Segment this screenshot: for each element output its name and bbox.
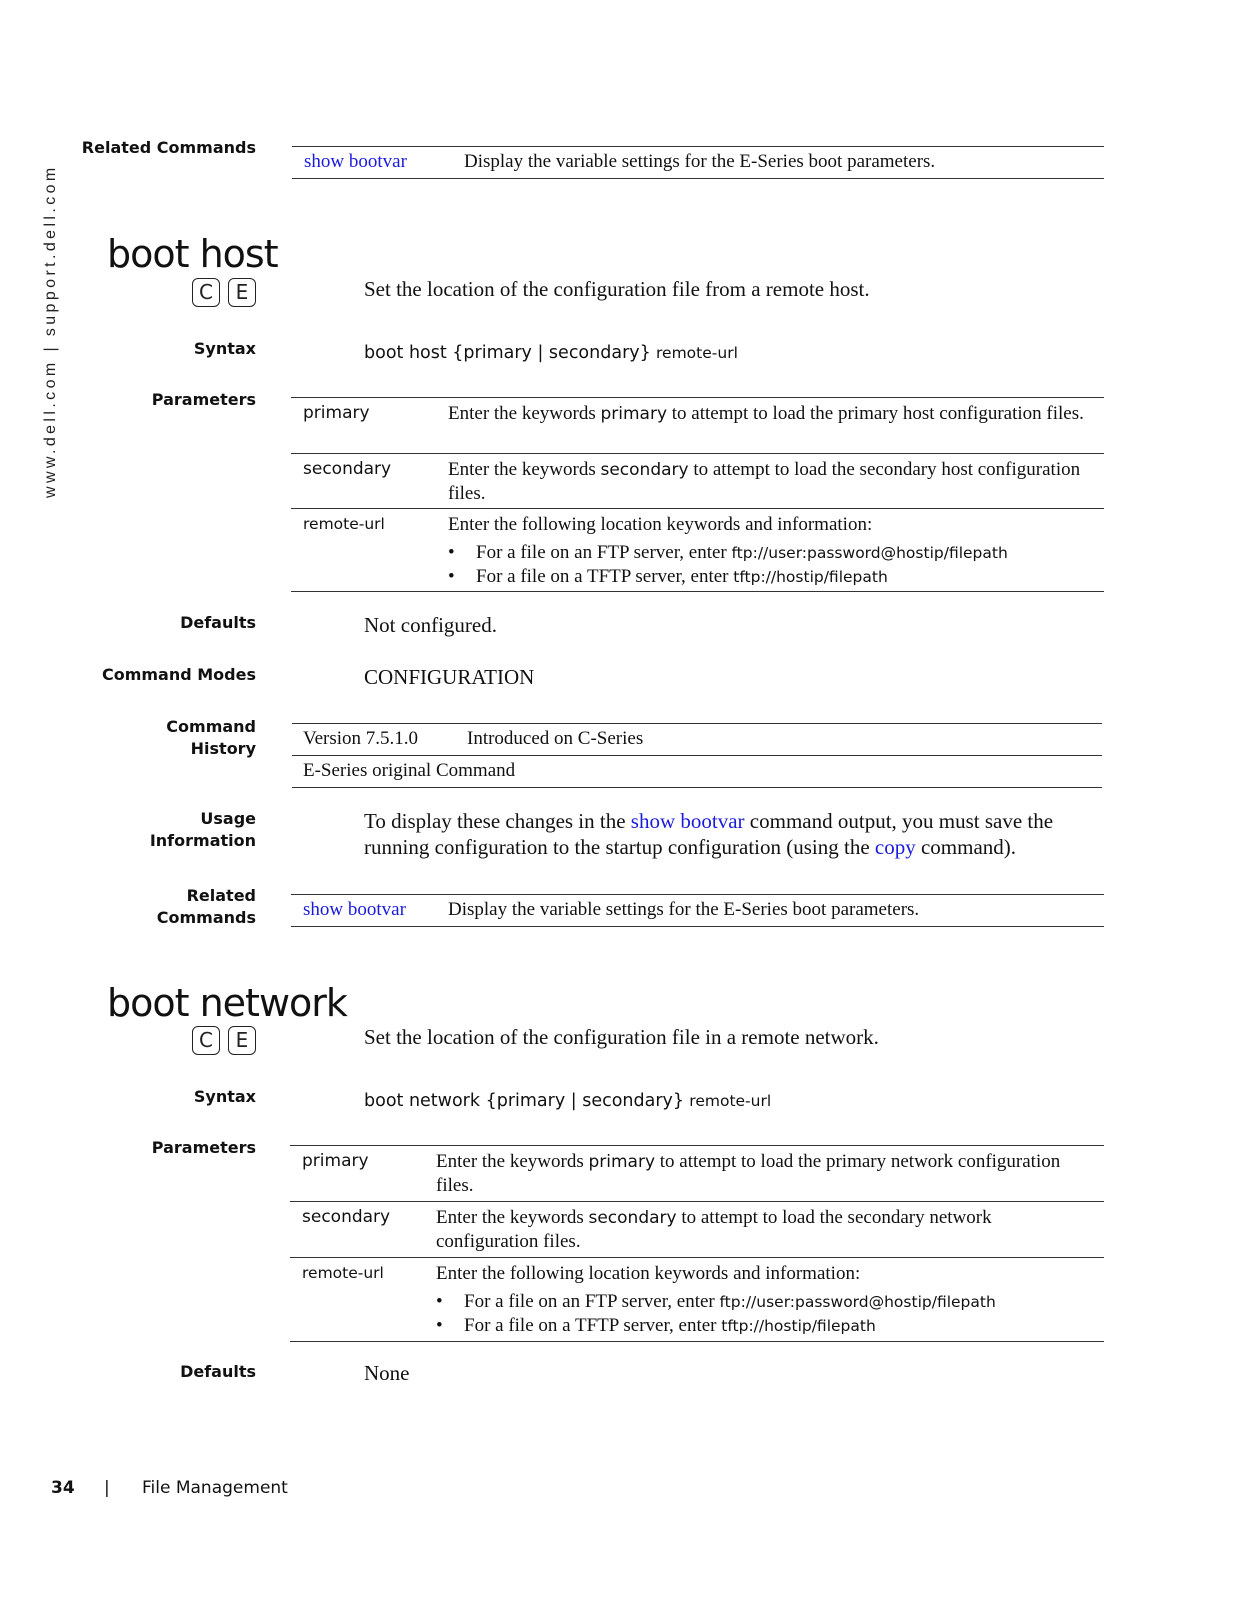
table-row (291, 895, 1104, 927)
command-modes-value: CONFIGURATION (364, 665, 535, 689)
param-desc: Enter the following location keywords and information: • For a file on an FTP server, enter ftp://user:password@hostip/filepath • For a file on a TFTP server, enter tftp://hostip/filepath (436, 1262, 1091, 1338)
syntax (364, 1086, 771, 1114)
table-row (290, 1146, 1104, 1202)
param-name: primary (303, 403, 370, 423)
command-history-label: Command History (166, 717, 256, 758)
page-number: 34 (51, 1478, 75, 1498)
syntax (364, 338, 738, 366)
syntax-argument: remote-url (689, 1092, 772, 1110)
syntax-command: boot network {primary | secondary} (364, 1091, 685, 1111)
list-item: • For a file on an FTP server, enter ftp://user:password@hostip/filepath (448, 541, 1088, 565)
table-row (290, 1202, 1104, 1258)
related-commands-label: Related Commands (81, 138, 256, 157)
syntax-command: boot host {primary | secondary} (364, 343, 651, 363)
history-version: Version 7.5.1.0 (303, 728, 419, 749)
defaults-value: Not configured. (364, 613, 497, 637)
show-bootvar-link[interactable]: show bootvar (303, 899, 406, 920)
defaults-label: Defaults (180, 1362, 256, 1381)
related-commands-table (292, 146, 1104, 179)
syntax-argument: remote-url (656, 344, 738, 362)
history-version: E-Series original Command (303, 760, 516, 781)
e-series-badge: E (228, 1026, 256, 1055)
command-description: Set the location of the configuration file from a remote host. (364, 277, 870, 301)
show-bootvar-link[interactable]: show bootvar (630, 809, 745, 833)
copy-link[interactable]: copy (874, 835, 916, 859)
table-row (291, 454, 1104, 509)
command-description: Set the location of the configuration file in a remote network. (364, 1025, 879, 1049)
related-desc: Display the variable settings for the E-Series boot parameters. (448, 899, 920, 920)
footer-separator: | (104, 1478, 110, 1498)
chapter-name: File Management (142, 1478, 288, 1498)
param-desc: Enter the keywords secondary to attempt to load the secondary host configuration files. (448, 459, 1081, 504)
c-series-badge: C (192, 278, 220, 307)
table-row (292, 756, 1102, 788)
platform-badges (192, 1026, 256, 1055)
related-desc: Display the variable settings for the E-Series boot parameters. (464, 151, 936, 172)
platform-badges (192, 278, 256, 307)
table-row (292, 724, 1102, 756)
parameters-label: Parameters (151, 390, 256, 409)
command-modes-label: Command Modes (101, 665, 256, 684)
table-row (290, 1258, 1104, 1342)
c-series-badge: C (192, 1026, 220, 1055)
parameters-label: Parameters (151, 1138, 256, 1157)
param-name: secondary (302, 1207, 391, 1227)
related-commands-table (291, 894, 1104, 927)
related-commands-label: Related Commands (156, 886, 256, 927)
defaults-label: Defaults (180, 613, 256, 632)
command-history-table (292, 723, 1102, 788)
e-series-badge: E (228, 278, 256, 307)
list-item: • For a file on an FTP server, enter ftp://user:password@hostip/filepath (436, 1290, 1091, 1314)
parameters-table (291, 397, 1104, 592)
history-desc: Introduced on C-Series (467, 728, 644, 749)
table-row (292, 147, 1104, 179)
show-bootvar-link[interactable]: show bootvar (304, 151, 407, 172)
usage-information: To display these changes in the show bootvar command output, you must save the running configuration to the startup configuration (using the copy command). (364, 809, 1054, 859)
param-desc: Enter the following location keywords and information: • For a file on an FTP server, enter ftp://user:password@hostip/filepath • For a file on a TFTP server, enter tftp://hostip/filepath (448, 513, 1088, 589)
param-desc: Enter the keywords secondary to attempt to load the secondary network configuration files. (436, 1207, 992, 1252)
usage-information-label: Usage Information (149, 809, 256, 850)
parameters-table (290, 1145, 1104, 1342)
param-desc: Enter the keywords primary to attempt to load the primary network configuration files. (436, 1151, 1061, 1196)
table-row (291, 509, 1104, 592)
list-item: • For a file on a TFTP server, enter tftp://hostip/filepath (448, 565, 1088, 589)
syntax-label: Syntax (193, 339, 256, 358)
page-title-boot-host: boot host (107, 232, 278, 276)
syntax-label: Syntax (193, 1087, 256, 1106)
defaults-value: None (364, 1361, 410, 1385)
page-title-boot-network: boot network (107, 981, 347, 1025)
param-name: primary (302, 1151, 369, 1171)
list-item: • For a file on a TFTP server, enter tftp://hostip/filepath (436, 1314, 1091, 1338)
param-name: remote-url (302, 1264, 384, 1282)
param-name: remote-url (303, 515, 385, 533)
table-row (291, 398, 1104, 454)
param-name: secondary (303, 459, 392, 479)
param-desc: Enter the keywords primary to attempt to load the primary host configuration files. (448, 403, 1084, 424)
sidebar-url: www.dell.com | support.dell.com (42, 164, 59, 498)
